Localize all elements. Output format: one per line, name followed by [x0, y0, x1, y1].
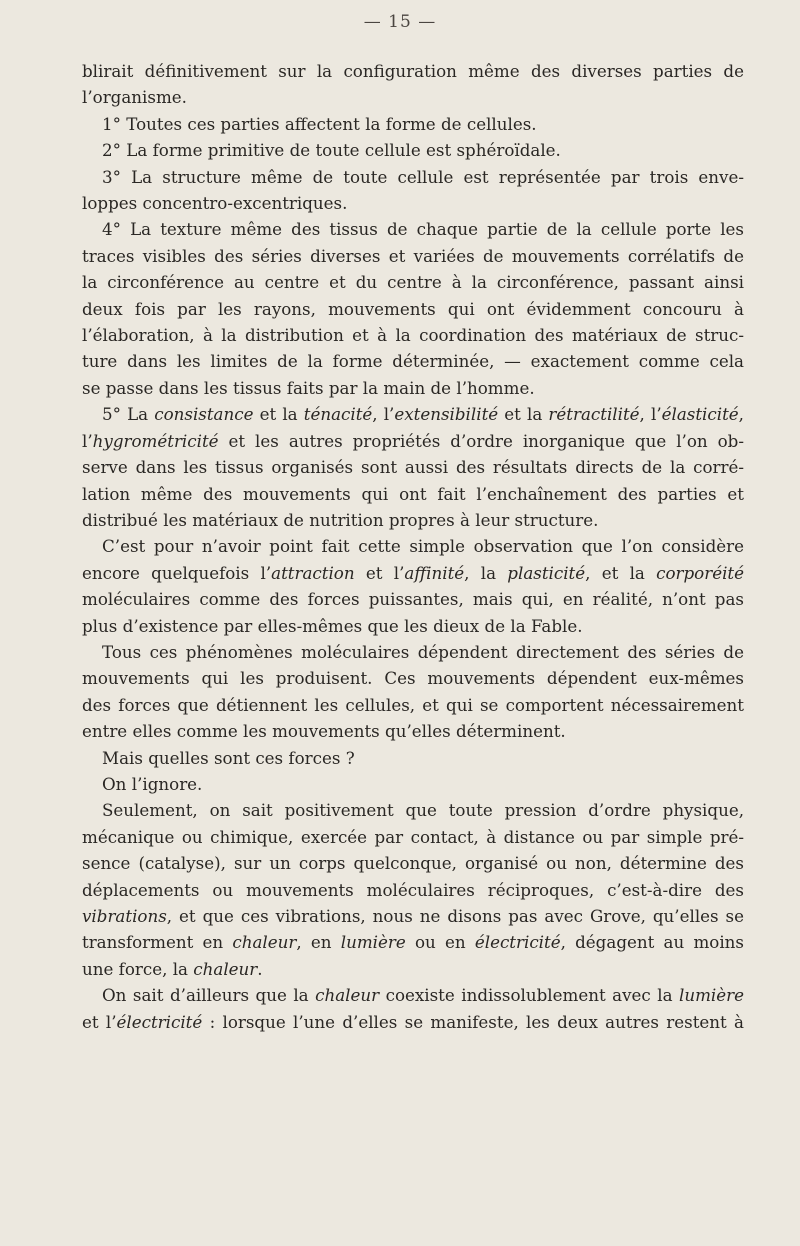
text-line: serve dans les tissus organisés sont aussi des résultats directs de la corré- — [82, 457, 744, 478]
text-line: traces visibles des séries diverses et variées de mouvements corrélatifs de — [82, 245, 744, 266]
text-run: On sait d’ailleurs que la — [102, 985, 316, 1006]
text-line: 3° La structure même de toute cellule est représentée par trois enve- — [102, 166, 744, 187]
italic-term: chaleur — [193, 958, 258, 979]
text-line: Seulement, on sait positivement que toute pression d’ordre physique, — [102, 800, 744, 821]
text-line — [82, 929, 744, 955]
text-line: blirait définitivement sur la configuration même des diverses parties de — [82, 61, 744, 81]
italic-term: affinité — [404, 562, 465, 583]
text-run: et la — [498, 404, 549, 425]
italic-term: vibrations — [82, 906, 167, 926]
text-line: On l’ignore. — [102, 773, 203, 794]
text-line — [82, 982, 744, 1008]
text-line: Mais quelles sont ces forces ? — [102, 747, 355, 768]
text-run: encore quelquefois l’ — [82, 562, 272, 583]
text-run: , dégagent au moins — [560, 932, 744, 953]
text-line: des forces que détiennent les cellules, et qui se comportent nécessairement — [82, 694, 744, 715]
text-line: 2° La forme primitive de toute cellule est sphéroïdale. — [102, 140, 561, 161]
text-run: et les autres propriétés d’ordre inorganique que l’on ob- — [218, 430, 744, 451]
italic-term: corporéité — [656, 562, 744, 583]
text-run: , et la — [585, 562, 657, 583]
text-run: transforment en — [82, 932, 233, 953]
text-run: . — [257, 958, 263, 979]
page-number: — 15 — — [363, 12, 437, 32]
italic-term: attraction — [271, 562, 355, 583]
text-line: l’élaboration, à la distribution et à la coordination des matériaux de struc- — [82, 325, 744, 346]
text-run: et la — [253, 404, 304, 425]
text-line: se passe dans les tissus faits par la main de l’homme. — [82, 377, 535, 398]
text-run: 5° La — [102, 404, 155, 425]
text-line: loppes concentro-excentriques. — [82, 193, 348, 214]
text-line: 1° Toutes ces parties affectent la forme de cellules. — [102, 113, 537, 134]
text-run: , et que ces vibrations, nous ne disons pas avec Grove, qu’elles se — [166, 906, 744, 926]
text-line: déplacements ou mouvements moléculaires réciproques, c’est-à-dire des — [82, 879, 744, 900]
text-run: , l’ — [372, 404, 395, 425]
body-text — [82, 58, 744, 1035]
italic-term: lumière — [340, 932, 406, 953]
italic-term: chaleur — [232, 932, 297, 953]
italic-term: élasticité — [661, 404, 739, 425]
text-run: , l’ — [639, 404, 662, 425]
italic-term: chaleur — [315, 985, 380, 1006]
text-line: l’organisme. — [82, 87, 187, 108]
text-line — [82, 428, 744, 454]
text-line: plus d’existence par elles-mêmes que les dieux de la Fable. — [82, 615, 583, 636]
text-run: ou en — [405, 932, 475, 953]
text-line — [82, 1009, 744, 1035]
text-line: lation même des mouvements qui ont fait l’enchaînement des parties et — [82, 483, 744, 504]
text-run: une force, la — [82, 958, 194, 979]
text-line: deux fois par les rayons, mouvements qui ont évidemment concouru à — [82, 298, 744, 319]
text-run: , la — [464, 562, 508, 583]
text-line: 4° La texture même des tissus de chaque partie de la cellule porte les — [102, 219, 744, 240]
italic-term: hygrométricité — [92, 430, 219, 451]
text-line: ture dans les limites de la forme déterminée, — exactement comme cela — [82, 351, 744, 372]
text-line — [82, 903, 744, 929]
italic-term: rétractilité — [548, 404, 640, 425]
italic-term: extensibilité — [394, 404, 499, 425]
text-run: , en — [296, 932, 341, 953]
text-line: la circonférence au centre et du centre à la circonférence, passant ainsi — [82, 272, 744, 293]
text-run: et l’ — [354, 562, 405, 583]
italic-term: consistance — [154, 404, 254, 425]
italic-term: électricité — [116, 1011, 203, 1032]
italic-term: plasticité — [507, 562, 586, 583]
text-run: l’ — [82, 430, 93, 451]
text-line: mouvements qui les produisent. Ces mouvements dépendent eux-mêmes — [82, 668, 744, 689]
text-run: et l’ — [82, 1011, 117, 1032]
text-line: distribué les matériaux de nutrition propres à leur structure. — [82, 509, 599, 530]
text-run: coexiste indissolublement avec la — [379, 985, 680, 1006]
text-line — [82, 956, 744, 982]
text-line: moléculaires comme des forces puissantes, mais qui, en réalité, n’ont pas — [82, 589, 744, 610]
italic-term: ténacité — [303, 404, 373, 425]
text-run: : lorsque l’une d’elles se manifeste, les deux autres restent à — [202, 1011, 744, 1032]
text-line — [82, 401, 744, 427]
italic-term: électricité — [474, 932, 561, 953]
text-line: sence (catalyse), sur un corps quelconque, organisé ou non, détermine des — [82, 853, 744, 874]
text-line: entre elles comme les mouvements qu’elles déterminent. — [82, 721, 566, 742]
text-line: mécanique ou chimique, exercée par contact, à distance ou par simple pré- — [82, 826, 744, 847]
text-run: , — [738, 404, 744, 425]
text-line — [82, 560, 744, 586]
italic-term: lumière — [679, 985, 744, 1006]
text-line: Tous ces phénomènes moléculaires dépendent directement des séries de — [102, 641, 744, 662]
text-line: C’est pour n’avoir point fait cette simple observation que l’on considère — [102, 536, 744, 557]
